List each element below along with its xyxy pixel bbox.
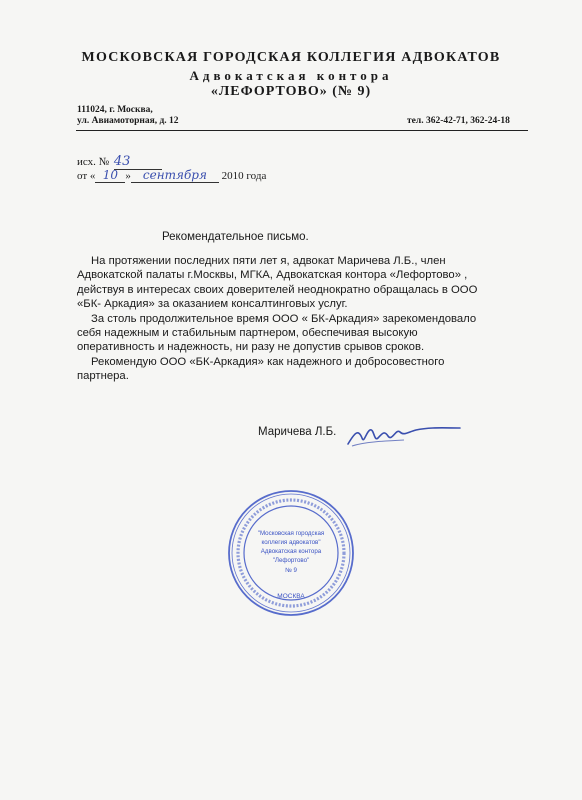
stamp-ring-city: МОСКВА: [277, 593, 305, 600]
date-mid: »: [125, 170, 131, 182]
org-subtitle: Адвокатская контора: [189, 68, 393, 83]
body-line: себя надежным и стабильным партнером, обеспечивая высокую: [77, 327, 418, 340]
reference-number-value: 43: [113, 154, 131, 169]
stamp-line-5: № 9: [285, 567, 297, 574]
body-line: Адвокатской палаты г.Москвы, МГКА, Адвокатская контора «Лефортово» ,: [77, 269, 468, 282]
org-name: «ЛЕФОРТОВО» (№ 9): [210, 84, 372, 99]
reference-date: [77, 168, 266, 183]
letter-body: [77, 254, 527, 384]
body-line: Рекомендую ООО «БК-Аркадия» как надежного и добросовестного: [91, 355, 445, 368]
handwritten-signature: [344, 414, 464, 450]
body-line: За столь продолжительное время ООО « БК-Аркадия» зарекомендовало: [91, 312, 477, 325]
body-line: «БК- Аркадия» за оказанием консалтинговых услуг.: [77, 298, 348, 311]
stamp-line-3: Адвокатская контора: [260, 548, 322, 555]
date-day: 10: [102, 168, 119, 182]
address-line-2: ул. Авиамоторная, д. 12: [77, 116, 179, 126]
address-line-1: 111024, г. Москва,: [77, 105, 153, 115]
stamp-line-1: "Московская городская: [257, 530, 325, 537]
stamp-line-2: коллегия адвокатов": [261, 539, 321, 546]
signer-name: Маричева Л.Б.: [258, 426, 337, 438]
body-line: действуя в интересах своих доверителей неоднократно обращалась в ООО: [77, 283, 478, 296]
letter-heading: Рекомендательное письмо.: [162, 231, 309, 243]
body-line: оперативность и надежность, ни разу не допустив срывов сроков.: [77, 341, 425, 354]
date-prefix: от «: [77, 170, 96, 182]
date-suffix: 2010 года: [218, 170, 267, 182]
phone-numbers: тел. 362-42-71, 362-24-18: [407, 116, 510, 126]
reference-number-label: исх. №: [77, 156, 110, 168]
org-title: МОСКОВСКАЯ ГОРОДСКАЯ КОЛЛЕГИЯ АДВОКАТОВ: [81, 50, 501, 65]
official-stamp: [226, 488, 356, 618]
body-line: На протяжении последних пяти лет я, адвокат Маричева Л.Б., член: [91, 255, 446, 267]
body-line: партнера.: [77, 370, 129, 383]
letterhead-divider: [76, 130, 528, 131]
date-month: сентября: [142, 168, 207, 182]
stamp-line-4: "Лефортово": [272, 557, 310, 564]
